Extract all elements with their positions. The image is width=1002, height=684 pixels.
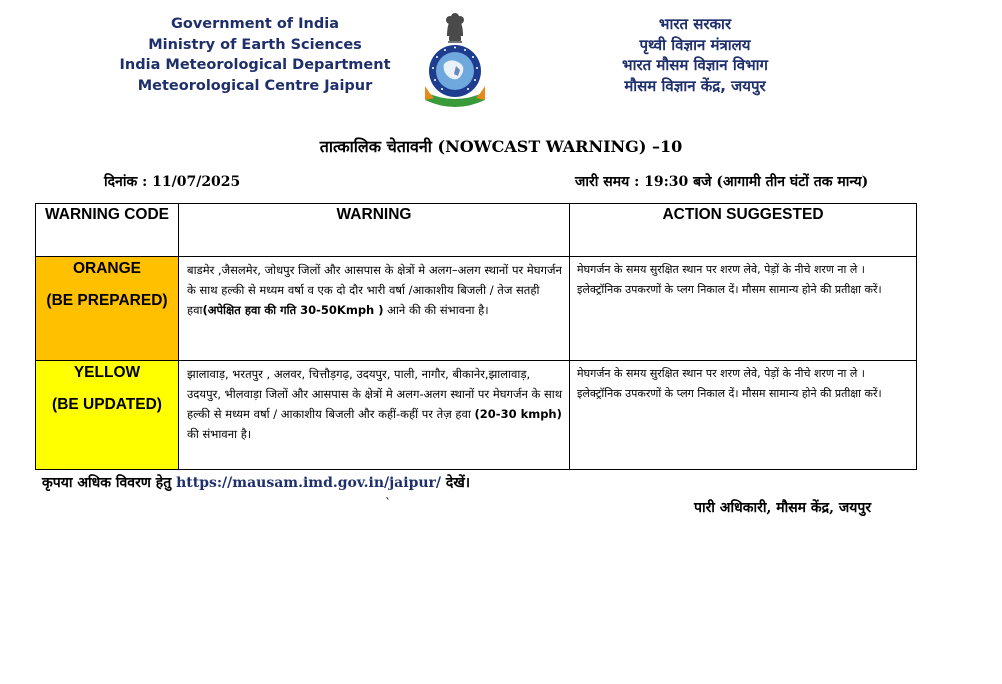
stray-mark: ` — [385, 496, 391, 510]
warning-code-yellow — [36, 361, 179, 470]
footer-note — [42, 473, 470, 492]
code-sub-label: (BE UPDATED) — [52, 396, 162, 413]
table-row — [36, 361, 917, 470]
header-line-gov: Government of India — [170, 16, 340, 32]
header-line-imd: India Meteorological Department — [119, 57, 391, 73]
globe-icon — [429, 45, 481, 97]
footer-suffix: देखें। — [441, 475, 471, 491]
footer-prefix: कृपया अधिक विवरण हेतु — [42, 475, 177, 491]
warning-text — [179, 361, 570, 470]
issue-date: दिनांक : 11/07/2025 — [104, 174, 241, 190]
header-warning: WARNING — [179, 204, 570, 257]
header-hindi-line-gov: भारत सरकार — [658, 15, 732, 33]
warning-text — [179, 257, 570, 361]
header-hindi-line-ministry: पृथ्वी विज्ञान मंत्रालय — [639, 35, 751, 54]
warning-end: आने की की संभावना है। — [383, 303, 489, 317]
imd-emblem-logo — [420, 6, 490, 112]
signature-line: पारी अधिकारी, मौसम केंद्र, जयपुर — [694, 500, 872, 516]
warning-end: की संभावना है। — [187, 427, 252, 441]
header-line-centre: Meteorological Centre Jaipur — [137, 77, 373, 94]
code-label: ORANGE — [72, 260, 142, 277]
header-action-suggested: ACTION SUGGESTED — [570, 204, 917, 257]
code-label: YELLOW — [73, 364, 141, 381]
table-header-row — [36, 204, 917, 257]
header-english — [110, 14, 400, 96]
warning-main: बाडमेर ,जैसलमेर, जोधपुर जिलों और आसपास के क्षेत्रों मे अलग–अलग स्थानों पर मेघगर्जन के साथ हल्की से मध्यम वर्षा व एक दो दौर भारी वर्षा /आकाशीय बिजली / तेज सतही हवा — [187, 263, 562, 317]
table-row — [36, 257, 917, 361]
warning-main: झालावाड़, भरतपुर , अलवर, चित्तौड़गढ़, उदयपुर, पाली, नागौर, बीकानेर,झालावाड़, उदयपुर, भीलवाड़ा जिलों और आसपास के क्षेत्रों मे अलग-अलग स्थानों पर मेघगर्जन के साथ हल्की से मध्यम वर्षा / आकाशीय बिजली और कहीं-कहीं पर तेज़ हवा — [187, 367, 563, 421]
header-hindi — [570, 14, 820, 96]
action-text: मेघगर्जन के समय सुरक्षित स्थान पर शरण लेवे, पेड़ों के नीचे शरण ना ले । इलेक्ट्रॉनिक उपकरणों के प्लग निकाल दें। मौसम सामान्य होने की प्रतीक्षा करें। — [570, 361, 917, 470]
warning-code-orange — [36, 257, 179, 361]
header-warning-code: WARNING CODE — [36, 204, 179, 257]
issue-time: जारी समय : 19:30 बजे (आगामी तीन घंटों तक मान्य) — [575, 174, 869, 190]
document-title: तात्कालिक चेतावनी (NOWCAST WARNING) –10 — [319, 137, 683, 156]
lion-capital-icon — [446, 13, 464, 43]
warning-table — [35, 203, 917, 470]
action-text: मेघगर्जन के समय सुरक्षित स्थान पर शरण लेवे, पेड़ों के नीचे शरण ना ले । इलेक्ट्रॉनिक उपकरणों के प्लग निकाल दें। मौसम सामान्य होने की प्रतीक्षा करें। — [570, 257, 917, 361]
header-line-ministry: Ministry of Earth Sciences — [148, 36, 362, 53]
header-hindi-line-imd: भारत मौसम विज्ञान विभाग — [622, 56, 768, 74]
code-sub-label: (BE PREPARED) — [46, 292, 168, 309]
imd-jaipur-link[interactable]: https://mausam.imd.gov.in/jaipur/ — [176, 475, 442, 491]
warning-bold: (20-30 kmph) — [474, 407, 562, 421]
header-hindi-line-centre: मौसम विज्ञान केंद्र, जयपुर — [624, 76, 766, 95]
warning-bold: (अपेक्षित हवा की गति 30-50Kmph ) — [202, 303, 384, 317]
ribbon-orange-icon — [425, 86, 434, 100]
